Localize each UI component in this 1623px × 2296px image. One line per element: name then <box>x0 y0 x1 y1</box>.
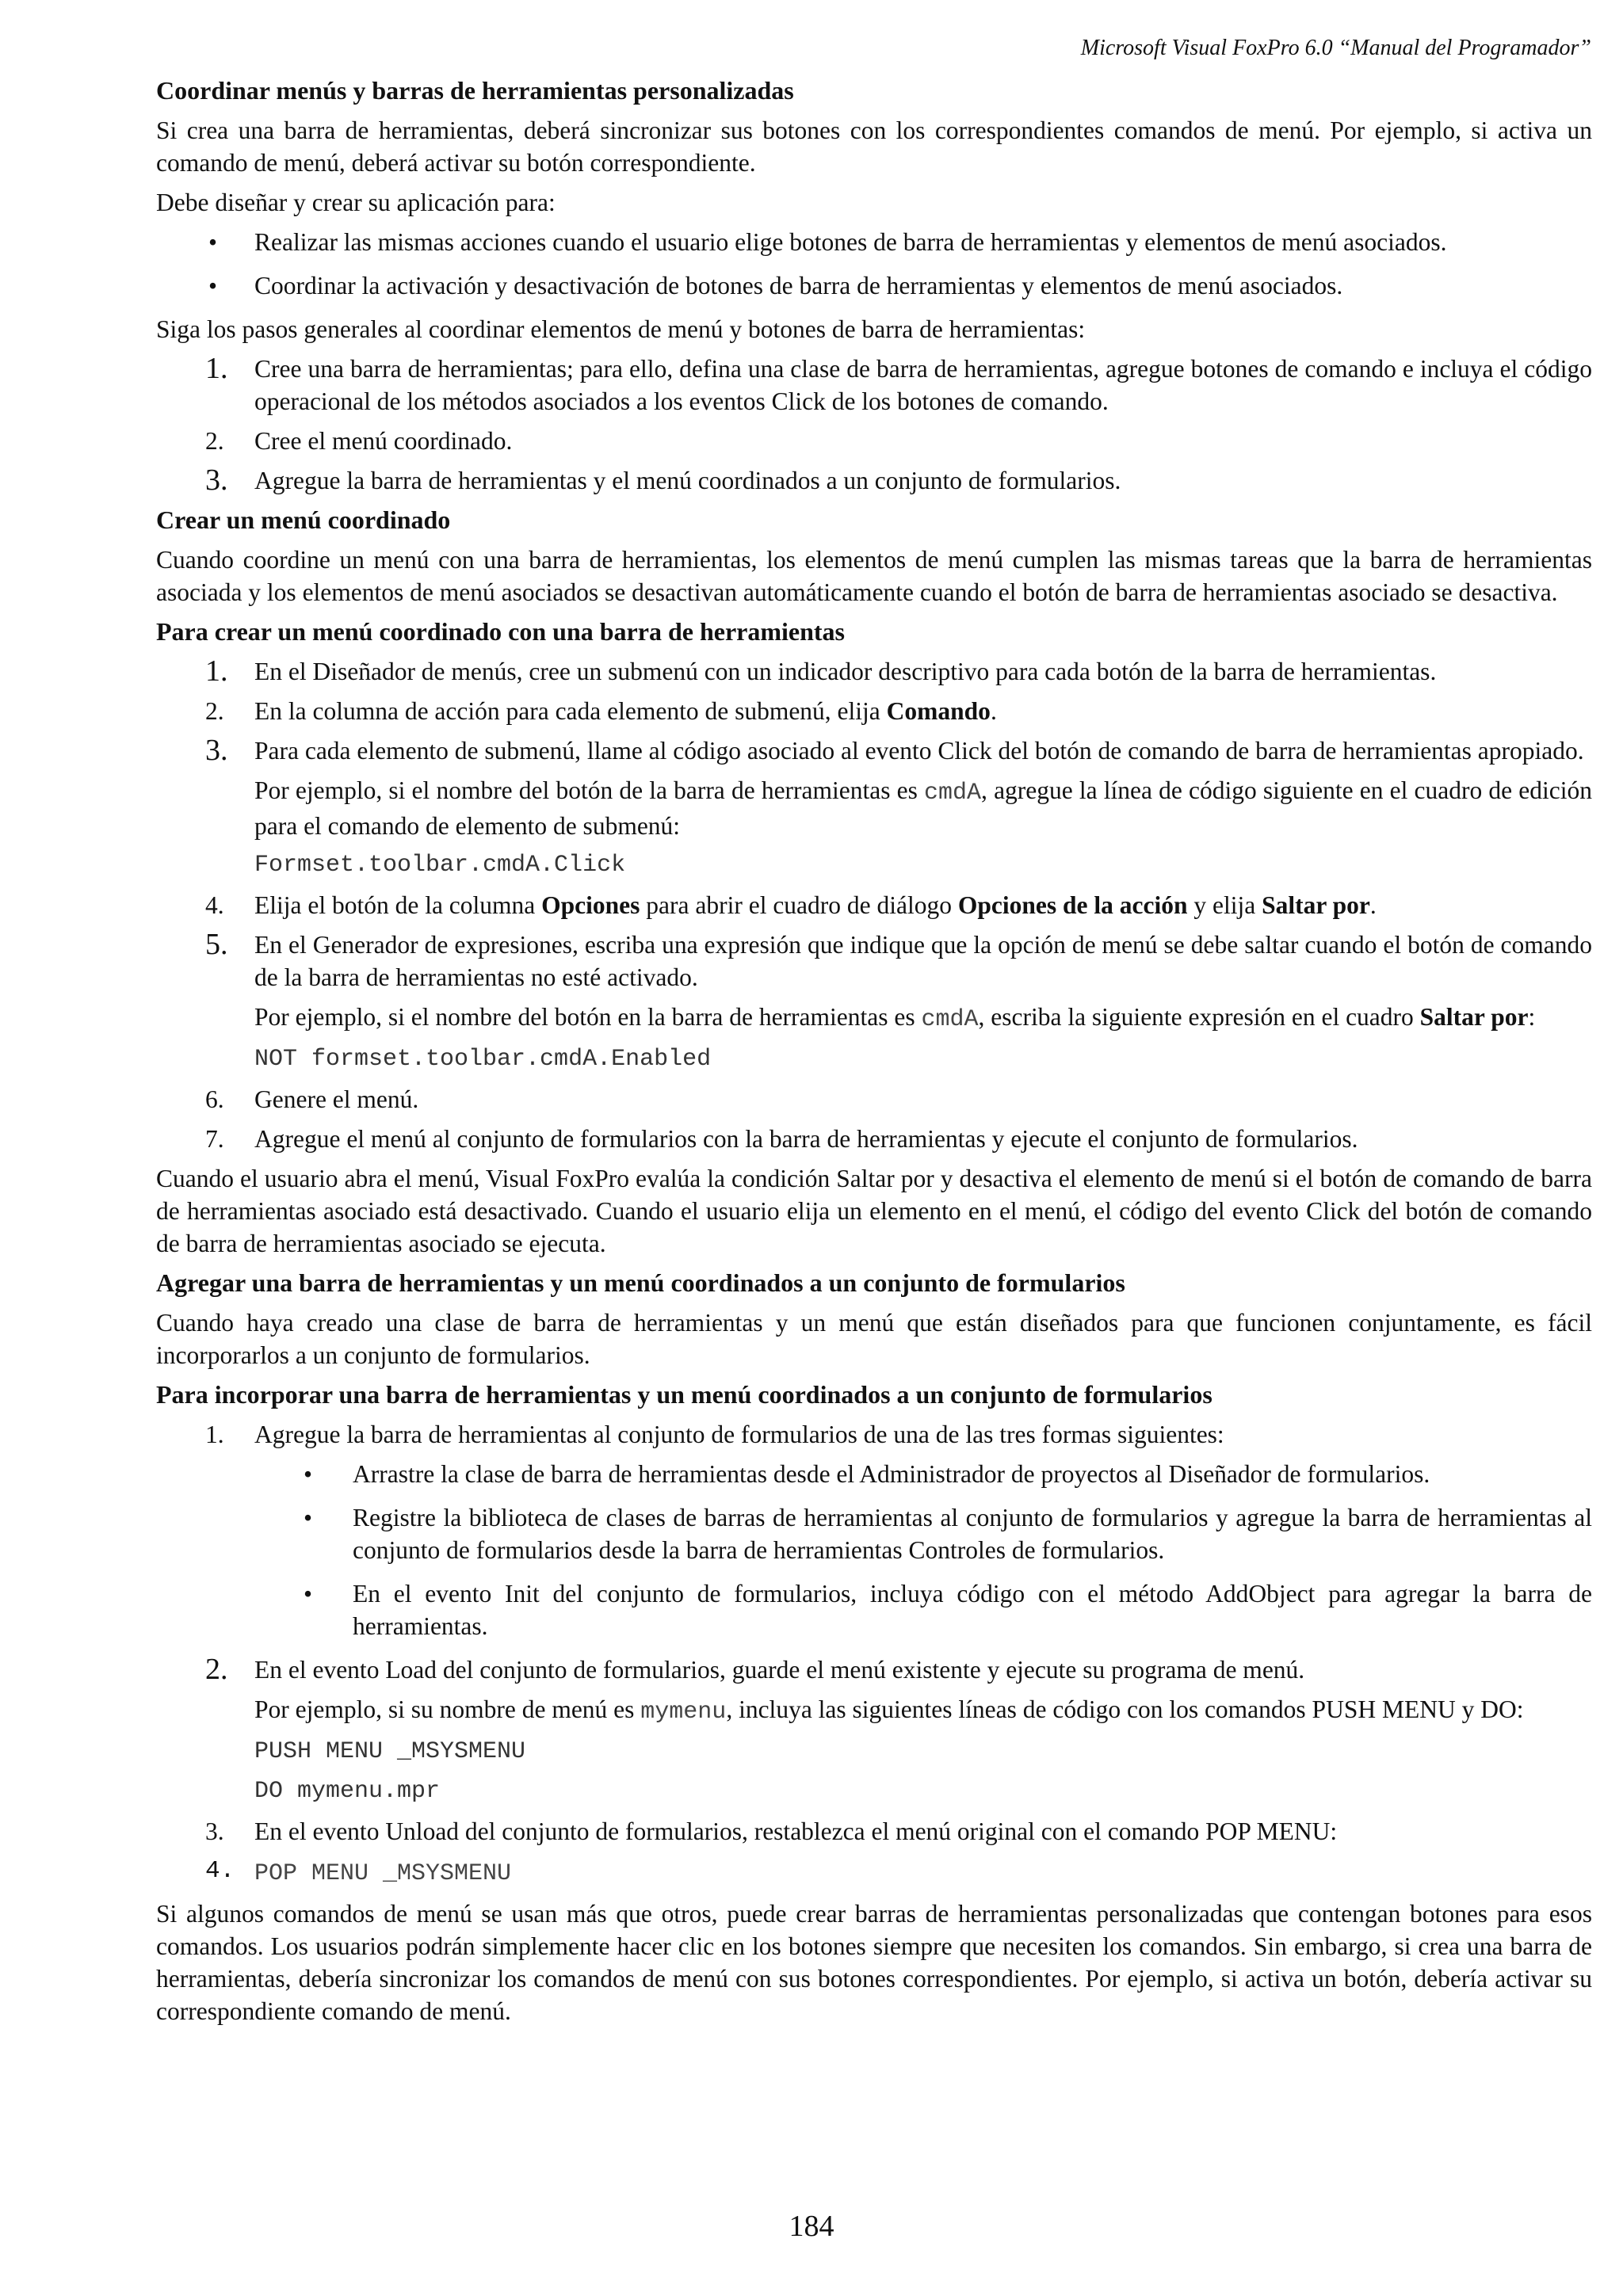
paragraph: Cuando coordine un menú con una barra de herramientas, los elementos de menú cumplen las mismas tareas que la barra de herramientas asociada y los elementos de menú asociados se desactivan automáticamente cuando el botón de barra de herramientas asociado se desactiva. <box>156 546 1592 606</box>
step-number: 1. <box>205 654 228 688</box>
step-number: 7. <box>205 1125 224 1153</box>
step-number: 4. <box>205 891 224 919</box>
code-line: PUSH MENU _MSYSMENU <box>254 1738 526 1765</box>
step-number: 3. <box>205 1817 224 1845</box>
paragraph: Si algunos comandos de menú se usan más que otros, puede crear barras de herramientas personalizadas que contengan botones para esos comandos. Los usuarios podrán simplemente hacer clic en los botones siempre que necesiten los comandos. Sin embargo, si crea una barra de herramientas, debería sincronizar los comandos de menú con sus botones correspondientes. Por ejemplo, si activa un botón, debería activar su correspondiente comando de menú. <box>156 1900 1592 2025</box>
bullet-item: • En el evento Init del conjunto de formularios, incluya código con el método AddObject para agregar la barra de herramientas. <box>156 1577 1592 1642</box>
step-number: 5. <box>205 928 228 961</box>
inline-code: cmdA <box>924 780 982 807</box>
numbered-step: 5. En el Generador de expresiones, escriba una expresión que indique que la opción de menú se debe saltar cuando el botón de comando de la barra de herramientas no esté activado. Por ejemplo, si el nombre del botón en la barra de herramientas es cmdA, escriba la siguiente expresión en el cuadro Saltar por: NOT formset.toolbar.cmdA.Enabled <box>156 929 1592 1076</box>
example-text: Por ejemplo, si su nombre de menú es mymenu, incluya las siguientes líneas de código con los comandos PUSH MENU y DO: <box>254 1695 1524 1726</box>
step-number: 2. <box>205 1653 228 1686</box>
inline-code: cmdA <box>921 1006 979 1033</box>
bullet-item: • Registre la biblioteca de clases de barras de herramientas al conjunto de formularios y agregue la barra de herramientas al conjunto de formularios desde la barra de herramientas Controles de formularios. <box>156 1501 1592 1566</box>
numbered-step: 7. Agregue el menú al conjunto de formularios con la barra de herramientas y ejecute el conjunto de formularios. <box>156 1123 1592 1155</box>
numbered-step: 3. En el evento Unload del conjunto de formularios, restablezca el menú original con el comando POP MENU: <box>156 1815 1592 1848</box>
numbered-step: 3. Para cada elemento de submenú, llame al código asociado al evento Click del botón de comando de barra de herramientas apropiado. Por ejemplo, si el nombre del botón de la barra de herramientas es cmdA, agregue la línea de código siguiente en el cuadro de edición para el comando de elemento de submenú: Formset.toolbar.cmdA.Click <box>156 734 1592 882</box>
step-number: 2. <box>205 427 224 455</box>
bullet-item: • Coordinar la activación y desactivación de botones de barra de herramientas y elementos de menú asociados. <box>156 269 1592 302</box>
bullet-icon: • <box>208 228 218 256</box>
paragraph: Cuando haya creado una clase de barra de herramientas y un menú que están diseñados para que funcionen conjuntamente, es fácil incorporarlos a un conjunto de formularios. <box>156 1309 1592 1369</box>
bullet-icon: • <box>304 1580 313 1608</box>
bullet-item: • Realizar las mismas acciones cuando el usuario elige botones de barra de herramientas y elementos de menú asociados. <box>156 226 1592 258</box>
section-heading-coordinar: Coordinar menús y barras de herramientas personalizadas <box>156 76 794 105</box>
inline-code: mymenu <box>640 1699 727 1726</box>
code-line: Formset.toolbar.cmdA.Click <box>254 852 626 879</box>
numbered-step: 1. Cree una barra de herramientas; para ello, defina una clase de barra de herramientas, agregue botones de comando e incluya el código operacional de los métodos asociados a los eventos Click de los botones de comando. <box>205 352 1592 415</box>
step-number: 4. <box>205 1857 235 1885</box>
paragraph: Debe diseñar y crear su aplicación para: <box>156 189 556 216</box>
numbered-step: 6. Genere el menú. <box>156 1083 1592 1116</box>
numbered-step: 1. Agregue la barra de herramientas al conjunto de formularios de una de las tres formas siguientes: <box>156 1418 1592 1451</box>
page-content <box>156 74 1592 2035</box>
numbered-step: 2. En el evento Load del conjunto de formularios, guarde el menú existente y ejecute su programa de menú. Por ejemplo, si su nombre de menú es mymenu, incluya las siguientes líneas de código con los comandos PUSH MENU y DO: PUSH MENU _MSYSMENU DO mymenu.mpr <box>156 1653 1592 1808</box>
section-heading-crear-menu: Crear un menú coordinado <box>156 505 451 534</box>
paragraph: Si crea una barra de herramientas, deberá sincronizar sus botones con los correspondientes comandos de menú. Por ejemplo, si activa un comando de menú, deberá activar su botón correspondiente. <box>156 116 1592 177</box>
procedure-heading: Para crear un menú coordinado con una barra de herramientas <box>156 617 845 646</box>
numbered-step: 3. Agregue la barra de herramientas y el menú coordinados a un conjunto de formularios. <box>205 463 1121 497</box>
numbered-step: 2. En la columna de acción para cada elemento de submenú, elija Comando. <box>156 695 1592 727</box>
bullet-icon: • <box>304 1504 313 1531</box>
numbered-step: 1. En el Diseñador de menús, cree un submenú con un indicador descriptivo para cada botón de la barra de herramientas. <box>205 654 1437 688</box>
step-number: 1. <box>205 1421 224 1448</box>
bullet-icon: • <box>304 1460 313 1488</box>
procedure-heading: Para incorporar una barra de herramientas y un menú coordinados a un conjunto de formularios <box>156 1380 1212 1409</box>
paragraph: Cuando el usuario abra el menú, Visual FoxPro evalúa la condición Saltar por y desactiva el elemento de menú si el botón de comando de barra de herramientas asociado está desactivado. Cuando el usuario elija un elemento en el menú, el código del evento Click del botón de comando de barra de herramientas asociado se ejecuta. <box>156 1165 1592 1257</box>
bullet-icon: • <box>208 272 218 299</box>
paragraph: Siga los pasos generales al coordinar elementos de menú y botones de barra de herramientas: <box>156 315 1086 343</box>
code-line: DO mymenu.mpr <box>254 1778 441 1805</box>
example-text: Por ejemplo, si el nombre del botón de la barra de herramientas es cmdA, agregue la línea de código siguiente en el cuadro de edición para el comando de elemento de submenú: <box>254 776 1592 840</box>
code-line: NOT formset.toolbar.cmdA.Enabled <box>254 1046 712 1073</box>
step-number: 1. <box>205 352 228 385</box>
running-header: Microsoft Visual FoxPro 6.0 “Manual del Programador” <box>1080 36 1591 60</box>
step-number: 6. <box>205 1085 224 1113</box>
bullet-item: • Arrastre la clase de barra de herramientas desde el Administrador de proyectos al Diseñador de formularios. <box>156 1458 1592 1490</box>
step-number: 2. <box>205 697 224 725</box>
section-heading-agregar: Agregar una barra de herramientas y un menú coordinados a un conjunto de formularios <box>156 1268 1125 1297</box>
step-number: 3. <box>205 734 228 767</box>
step-number: 3. <box>205 463 228 497</box>
numbered-step <box>156 1855 1592 1890</box>
numbered-step: 4. Elija el botón de la columna Opciones para abrir el cuadro de diálogo Opciones de la acción y elija Saltar por. <box>156 889 1592 921</box>
code-line: POP MENU _MSYSMENU <box>254 1860 512 1887</box>
example-text: Por ejemplo, si el nombre del botón en la barra de herramientas es cmdA, escriba la siguiente expresión en el cuadro Saltar por: <box>254 1003 1536 1033</box>
page-number: 184 <box>789 2210 834 2243</box>
numbered-step: 2. Cree el menú coordinado. <box>156 425 1592 457</box>
